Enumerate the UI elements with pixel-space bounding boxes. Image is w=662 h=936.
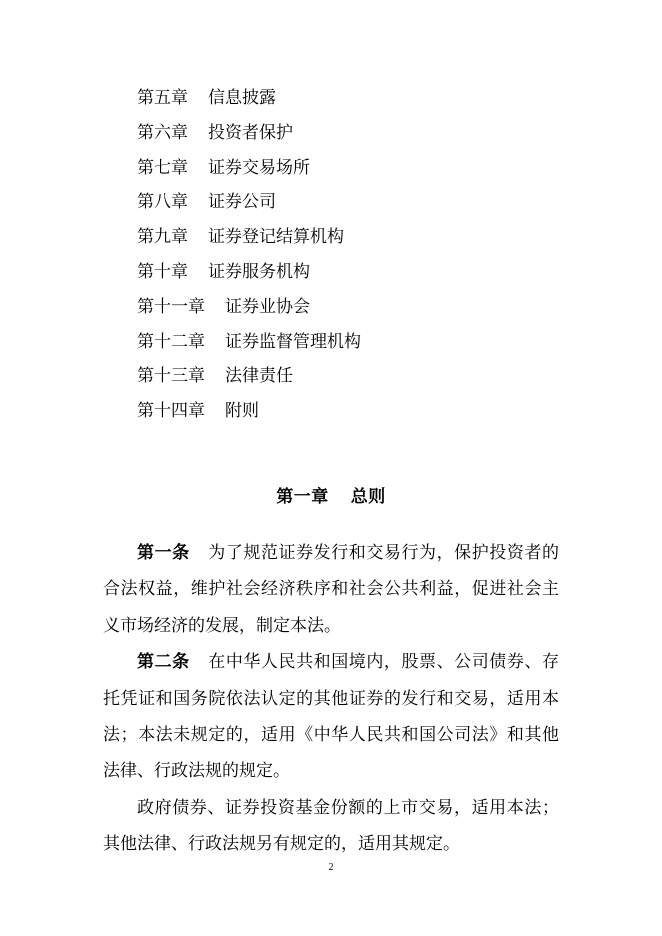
article-text: 为了规范证券发行和交易行为，保护投资者的合法权益，维护社会经济秩序和社会公共利益，促进社会主义市场经济的发展，制定本法。 [103,543,560,636]
toc-chapter-number: 第六章 [137,122,188,143]
toc-chapter-number: 第八章 [137,192,188,213]
toc-item [137,188,557,223]
article-label: 第二条 [137,652,190,673]
article-paragraph [103,535,559,644]
toc-chapter-title: 投资者保护 [208,122,293,143]
toc-chapter-number: 第五章 [137,88,188,108]
toc-chapter-title: 证券服务机构 [208,261,310,282]
chapter-number: 第一章 [276,487,329,507]
article-paragraph [103,644,559,790]
toc-chapter-title: 证券交易场所 [208,157,310,178]
toc-chapter-title: 证券登记结算机构 [208,227,344,248]
article-paragraph [103,790,559,863]
table-of-contents [137,84,557,432]
toc-chapter-number: 第十三章 [137,366,205,387]
toc-chapter-title: 证券公司 [208,192,276,213]
toc-chapter-number: 第十章 [137,261,188,282]
toc-item [137,293,557,328]
article-label: 第一条 [137,543,190,563]
toc-chapter-title: 附则 [225,401,259,422]
toc-chapter-number: 第十二章 [137,331,205,352]
toc-chapter-title: 证券业协会 [225,296,310,317]
toc-item [137,119,557,154]
toc-chapter-title: 证券监督管理机构 [225,331,361,352]
toc-item [137,258,557,293]
toc-item [137,328,557,363]
chapter-heading [0,483,662,511]
chapter-title: 总则 [350,487,386,507]
toc-chapter-number: 第十四章 [137,401,205,422]
page-number: 2 [328,862,334,873]
toc-chapter-number: 第七章 [137,157,188,178]
toc-item [137,397,557,432]
toc-chapter-title: 信息披露 [208,88,276,108]
toc-item [137,362,557,397]
toc-item [137,84,557,119]
toc-chapter-title: 法律责任 [225,366,293,387]
toc-item [137,154,557,189]
toc-chapter-number: 第九章 [137,227,188,248]
article-text: 在中华人民共和国境内，股票、公司债券、存托凭证和国务院依法认定的其他证券的发行和交易，适用本法；本法未规定的，适用《中华人民共和国公司法》和其他法律、行政法规的规定。 [103,652,560,782]
toc-item [137,223,557,258]
article-text: 政府债券、证券投资基金份额的上市交易，适用本法；其他法律、行政法规另有规定的，适用其规定。 [103,797,559,855]
chapter-body [103,535,559,863]
toc-chapter-number: 第十一章 [137,296,205,317]
